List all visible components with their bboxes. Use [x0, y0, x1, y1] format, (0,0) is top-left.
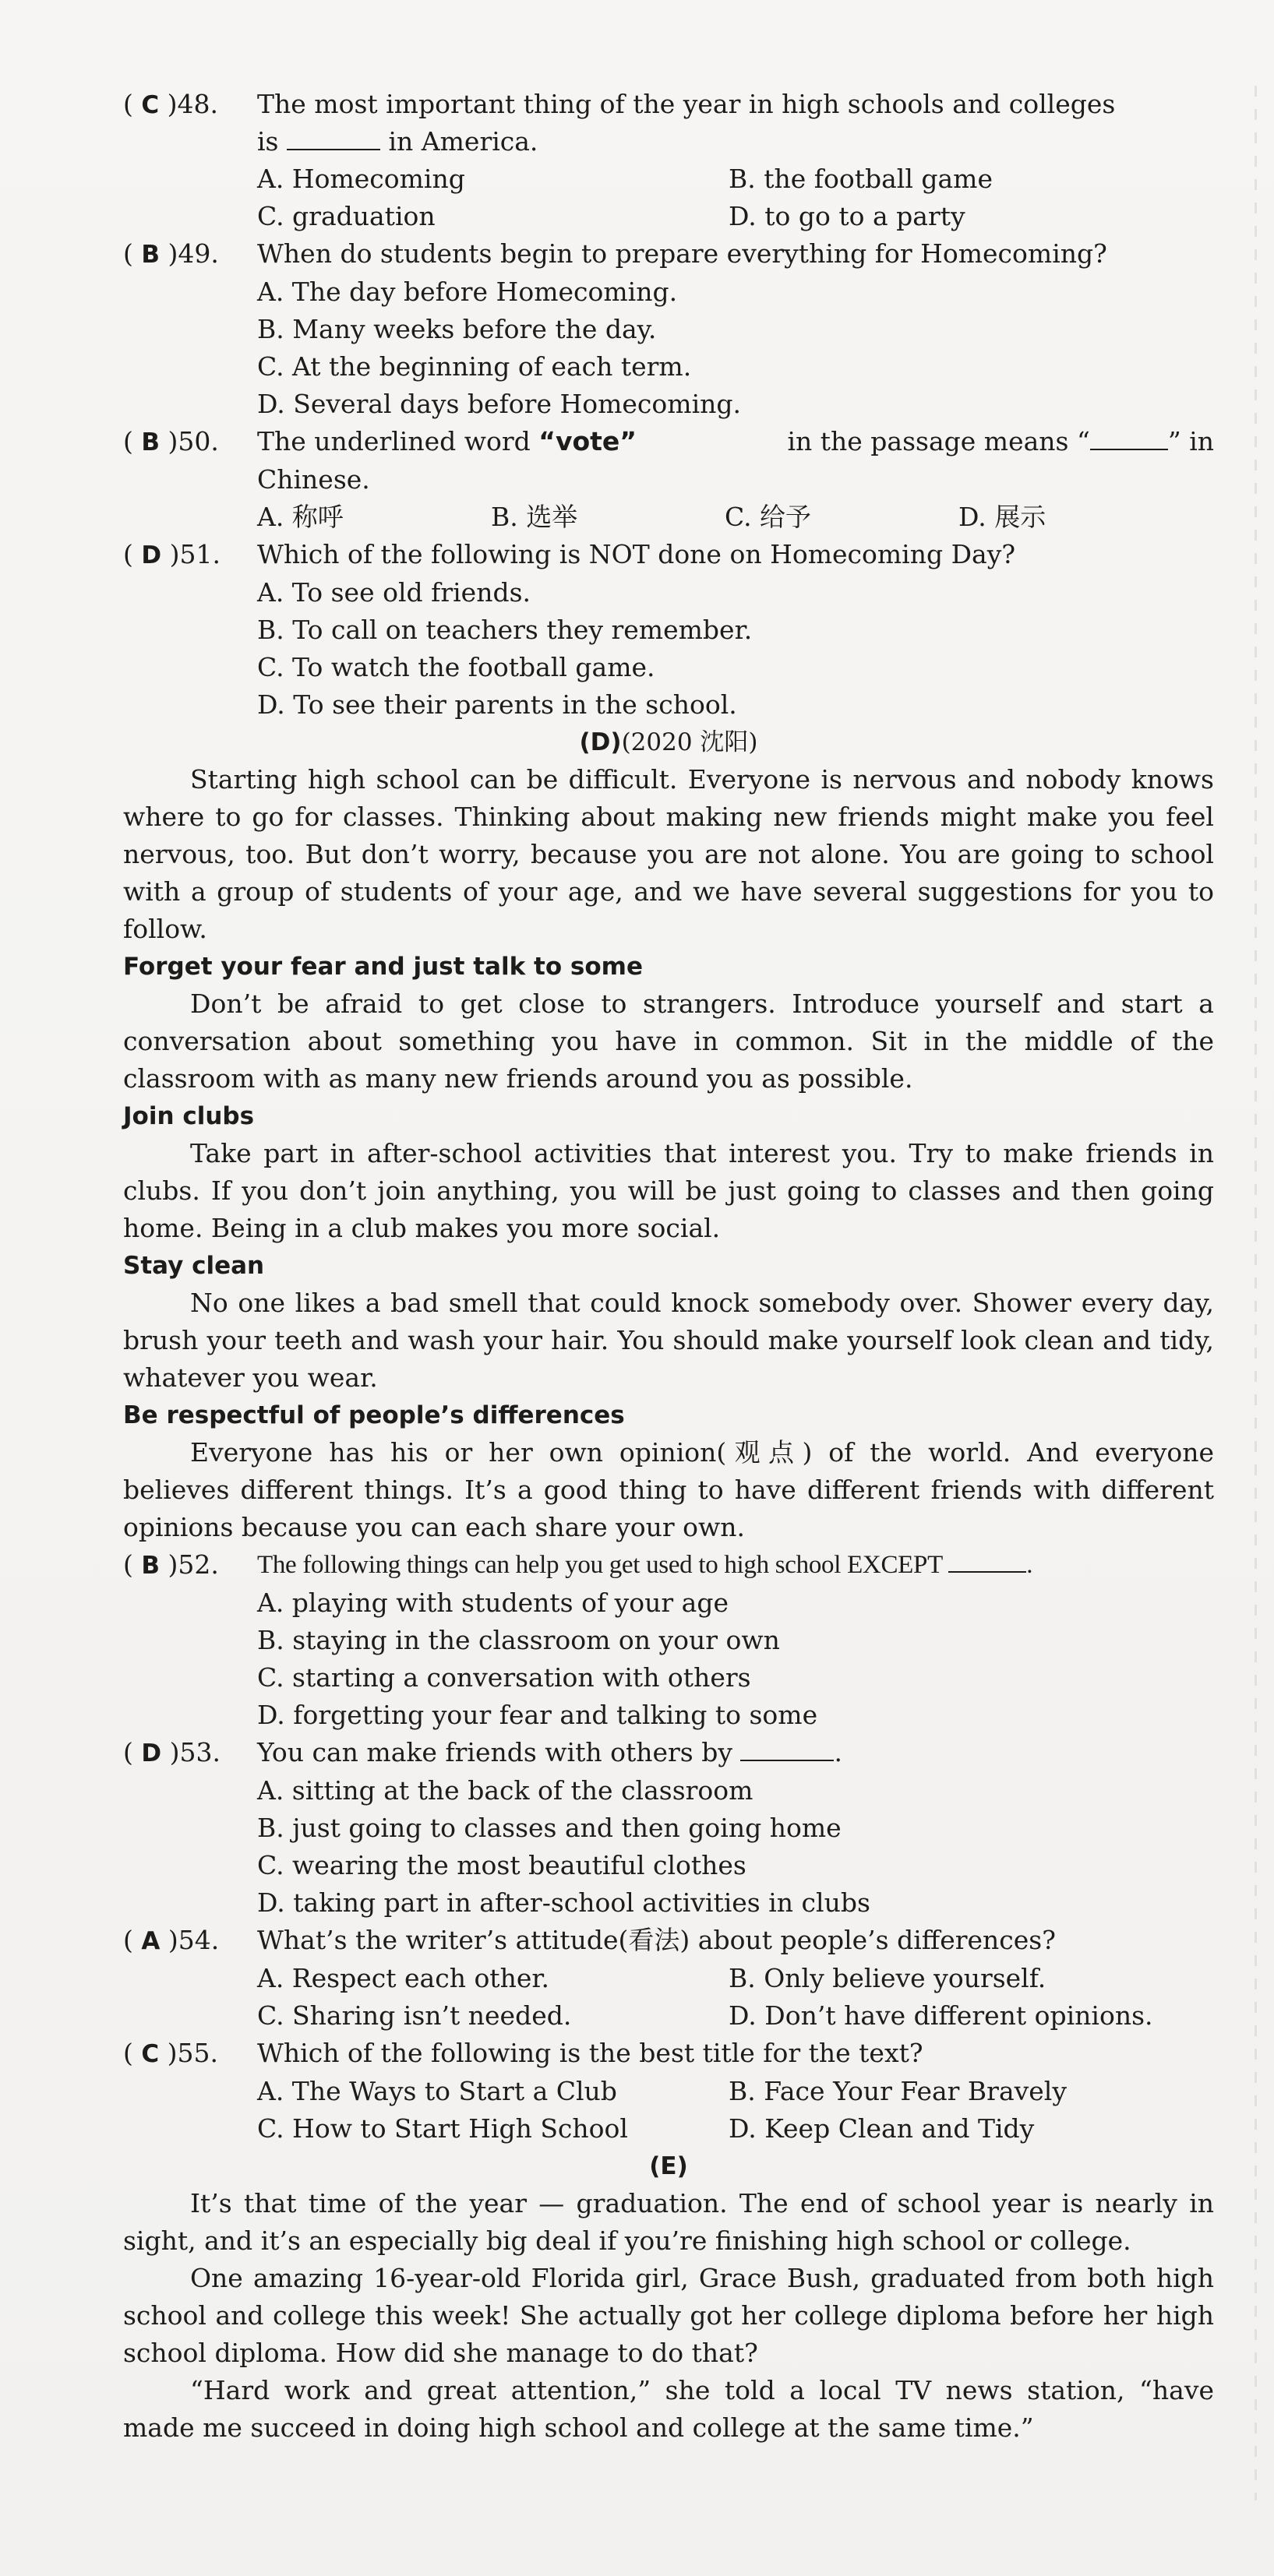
question-51: [123, 536, 1214, 574]
option-b: B. 选举: [491, 502, 578, 532]
page-edge-shadow: [1255, 86, 1257, 2500]
option-d: D. 展示: [958, 502, 1046, 532]
option-c: C. wearing the most beautiful clothes: [257, 1850, 746, 1880]
option-a: A. Respect each other.: [257, 1963, 549, 1993]
passage-paragraph: Take part in after-school activities that interest you. Try to make friends in clubs. If you don’t join anything, you will be just going to classes and then going home. Being in a club makes you more social.: [123, 1138, 1214, 1243]
option-a: A. Homecoming: [257, 164, 465, 194]
question-stem-cont: Chinese.: [257, 464, 370, 495]
option-b: B. Face Your Fear Bravely: [729, 2076, 1067, 2106]
option-a: A. playing with students of your age: [257, 1588, 729, 1618]
option-d: D. Several days before Homecoming.: [257, 389, 741, 419]
option-a: A. sitting at the back of the classroom: [257, 1775, 753, 1806]
passage-e-heading: (E): [649, 2152, 688, 2180]
question-54: [123, 1922, 1214, 1960]
option-a: A. The day before Homecoming.: [257, 277, 678, 307]
option-c: C. How to Start High School: [257, 2113, 628, 2144]
passage-paragraph: One amazing 16-year-old Florida girl, Grace Bush, graduated from both high school and college this week! She actually got her college diploma before her high school diploma. How did she manage to do that?: [123, 2263, 1214, 2368]
option-a: A. 称呼: [257, 502, 344, 532]
options-row: [123, 1960, 1214, 1997]
answer-mark: ( A )54.: [123, 1925, 220, 1955]
question-stem: The underlined word “vote” in the passage means “ ” in: [257, 423, 1214, 460]
option-b: B. Only believe yourself.: [729, 1963, 1046, 1993]
question-stem: The most important thing of the year in high schools and colleges is in America.: [257, 89, 1116, 157]
options-row: [123, 1997, 1214, 2035]
answer-mark: ( C )55.: [123, 2038, 218, 2068]
question-49: [123, 235, 1214, 273]
passage-paragraph: Everyone has his or her own opinion(观点) of the world. And everyone believes different things. It’s a good thing to have different friends with different opinions because you can each share your own.: [123, 1437, 1214, 1542]
section-heading: Be respectful of people’s differences: [123, 1401, 625, 1429]
section-heading: Join clubs: [123, 1102, 255, 1130]
option-a: A. The Ways to Start a Club: [257, 2076, 617, 2106]
passage-paragraph: It’s that time of the year — graduation. The end of school year is nearly in sight, and it’s an especially big deal if you’re finishing high school or college.: [123, 2188, 1214, 2256]
answer-blank: [740, 1735, 834, 1761]
option-d: D. to go to a party: [729, 201, 965, 231]
section-heading: Stay clean: [123, 1252, 265, 1280]
option-b: B. To call on teachers they remember.: [257, 615, 753, 645]
options-row: [123, 2110, 1214, 2148]
question-stem: What’s the writer’s attitude(看法) about people’s differences?: [257, 1925, 1056, 1955]
options-row: [123, 2073, 1214, 2110]
answer-blank: [1090, 424, 1168, 450]
option-d: D. taking part in after-school activities in clubs: [257, 1887, 870, 1918]
passage-paragraph: Don’t be afraid to get close to strangers. Introduce yourself and start a conversation about something you have in common. Sit in the middle of the classroom with as many new friends around you as possible.: [123, 988, 1214, 1094]
option-d: D. forgetting your fear and talking to some: [257, 1700, 818, 1730]
answer-mark: ( B )49.: [123, 238, 219, 269]
answer-mark: ( B )52.: [123, 1549, 219, 1580]
passage-paragraph: Starting high school can be difficult. Everyone is nervous and nobody knows where to go for classes. Thinking about making new friends might make you feel nervous, too. But don’t worry, because you are not alone. You are going to school with a group of students of your age, and we have several suggestions for you to follow.: [123, 764, 1214, 944]
option-c: C. starting a conversation with others: [257, 1662, 751, 1693]
options-row: [123, 160, 1214, 198]
question-55: [123, 2035, 1214, 2073]
answer-mark: ( B )50.: [123, 426, 219, 456]
option-c: C. At the beginning of each term.: [257, 351, 692, 382]
section-heading: Forget your fear and just talk to some: [123, 953, 643, 981]
vote-word: “vote”: [538, 426, 637, 456]
option-d: D. To see their parents in the school.: [257, 689, 737, 720]
option-d: D. Keep Clean and Tidy: [729, 2113, 1035, 2144]
passage-paragraph: “Hard work and great attention,” she told a local TV news station, “have made me succeed in doing high school and college at the same time.”: [123, 2375, 1214, 2443]
option-b: B. just going to classes and then going home: [257, 1813, 842, 1843]
question-stem: Which of the following is the best title for the text?: [257, 2038, 923, 2068]
answer-mark: ( D )51.: [123, 539, 221, 569]
option-d: D. Don’t have different opinions.: [729, 2000, 1153, 2031]
worksheet-content: [123, 86, 1214, 2447]
question-48: [123, 86, 1214, 160]
answer-blank: [948, 1546, 1026, 1573]
question-stem: Which of the following is NOT done on Homecoming Day?: [257, 539, 1016, 569]
answer-mark: ( C )48.: [123, 89, 218, 119]
option-c: C. Sharing isn’t needed.: [257, 2000, 572, 2031]
option-b: B. staying in the classroom on your own: [257, 1625, 780, 1655]
question-stem: You can make friends with others by .: [257, 1734, 1214, 1771]
question-stem: When do students begin to prepare everything for Homecoming?: [257, 238, 1107, 269]
options-row: [123, 198, 1214, 235]
question-50: [123, 423, 1214, 461]
option-b: B. the football game: [729, 164, 993, 194]
passage-paragraph: No one likes a bad smell that could knock somebody over. Shower every day, brush your teeth and wash your hair. You should make yourself look clean and tidy, whatever you wear.: [123, 1288, 1214, 1393]
passage-d-heading: (D)(2020 沈阳): [579, 728, 758, 756]
option-b: B. Many weeks before the day.: [257, 314, 657, 344]
question-stem: The following things can help you get used to high school EXCEPT .: [257, 1546, 1214, 1584]
question-53: [123, 1734, 1214, 1772]
option-a: A. To see old friends.: [257, 577, 531, 608]
option-c: C. graduation: [257, 201, 436, 231]
answer-blank: [287, 124, 380, 150]
options-row: [123, 499, 1214, 536]
option-c: C. To watch the football game.: [257, 652, 655, 682]
answer-mark: ( D )53.: [123, 1737, 221, 1767]
question-52: [123, 1546, 1214, 1584]
option-c: C. 给予: [725, 502, 812, 532]
